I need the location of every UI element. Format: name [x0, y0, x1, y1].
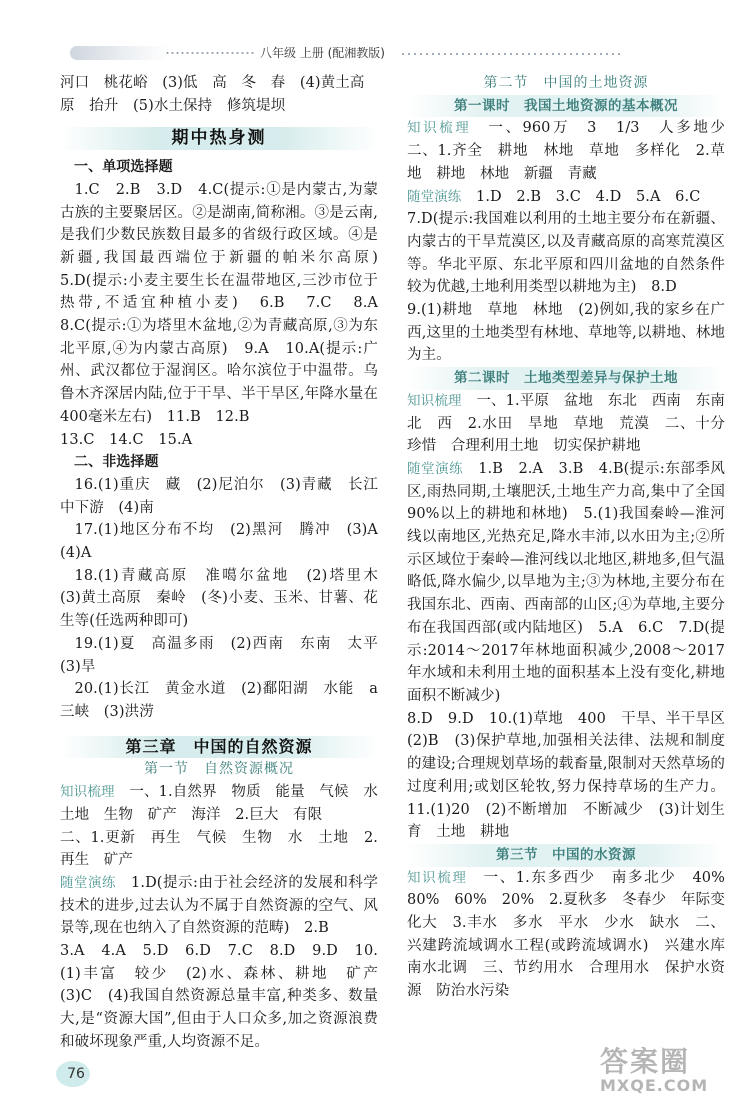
answer-block: 13.C 14.C 15.A — [60, 431, 193, 448]
header-decoration — [70, 46, 170, 60]
answer-block — [407, 186, 725, 209]
answer-block — [407, 867, 740, 1003]
answer-text: 1.D 2.B 3.C 4.D 5.A 6.C — [476, 188, 701, 205]
midterm-title: 期中热身测 — [60, 127, 378, 150]
section-title: 第一节 自然资源概况 — [144, 761, 294, 778]
header-dotted-line-right — [400, 53, 620, 55]
answer-block: 17.(1)地区分布不均 (2)黑河 腾冲 (3)A (4)A — [60, 522, 393, 562]
page-header — [70, 38, 670, 68]
part-heading: 二、非选择题 — [74, 454, 159, 471]
page-number: 76 — [60, 1063, 92, 1085]
practice-label: 随堂演练 — [407, 460, 464, 477]
answer-block: 18.(1)青藏高原 准噶尔盆地 (2)塔里木 (3)黄土高原 秦岭 (冬)小麦、玉米、甘薯、花生等(任选两种即可) — [60, 567, 393, 630]
practice-label: 随堂演练 — [60, 874, 117, 891]
part-heading: 一、单项选择题 — [74, 159, 173, 176]
practice-label: 随堂演练 — [407, 188, 462, 205]
answer-text: 1.B 2.A 3.B 4.B(提示:东部季风区,雨热同期,土壤肥沃,土地生产力高,集中了全国90%以上的耕地和林地) 5.(1)我国秦岭—淮河线以南地区,光热充足,降水丰沛,以水田为主;②所示区域位于秦岭—淮河线以北地区,耕地多,但气温略低,降水偏少,以旱地为主;③为林地,主要分布在我国东北、西南、西南部的山区;④为草地,主要分布在我国西部(或内陆地区) 5.A 6.C 7.D(提示:2014～2017年林地面积减少,2008～2017年水域和未利用土地的面积基本上没有变化,耕地面积不断减少) — [407, 460, 725, 704]
answer-block: 3.A 4.A 5.D 6.D 7.C 8.D 9.D 10.(1)丰富 较少 (2)水、森林、耕地 矿产 (3)C (4)我国自然资源总量丰富,种类多、数量大,是“资源大国”,但由于人口众多,加之资源浪费和破坏现象严重,人均资源不足。 — [60, 943, 393, 1050]
answer-text: 一、960万 3 1/3 人多地少 二、1.齐全 耕地 林地 草地 多样化 2.草地 耕地 林地 新疆 青藏 — [407, 120, 740, 182]
lesson-title: 第一课时 我国土地资源的基本概况 — [407, 95, 725, 118]
header-title: 八年级 上册 (配湘教版) — [260, 46, 385, 60]
answer-block — [60, 781, 393, 826]
watermark-logo — [600, 1040, 740, 1100]
answer-text: 一、1.自然界 物质 能量 气候 水 土地 生物 矿产 海洋 2.巨大 有限 — [60, 784, 393, 823]
answer-block: 19.(1)夏 高温多雨 (2)西南 东南 太平 (3)旱 — [60, 635, 393, 675]
answer-block: 9.(1)耕地 草地 林地 (2)例如,我的家乡在广西,这里的土地类型有林地、草地等,以耕地、林地为主。 — [407, 302, 725, 364]
lesson-title: 第二课时 土地类型差异与保护土地 — [407, 367, 725, 390]
knowledge-label: 知识梳理 — [407, 392, 462, 409]
knowledge-label: 知识梳理 — [60, 784, 115, 801]
knowledge-label: 知识梳理 — [407, 120, 472, 137]
answer-block: 8.D 9.D 10.(1)草地 400 干旱、半干旱区 (2)B (3)保护草地,加强相关法律、法规和制度的建设;合理规划草场的载畜量,限制对天然草场的过度利用;或划区轮牧,努力保持草场的生产力。11.(1)20 (2)不断增加 不断减少 (3)计划生育 土地 耕地 — [407, 710, 740, 841]
answer-line: 原 抬升 (5)水土保持 修筑堤坝 — [60, 97, 286, 114]
answer-text: 1.D(提示:由于社会经济的发展和科学技术的进步,过去认为不属于自然资源的空气、风景等,现在也纳入了自然资源的范畴) 2.B — [60, 874, 378, 937]
answer-block: 7.D(提示:我国难以利用的土地主要分布在新疆、内蒙古的干旱荒漠区,以及青藏高原的高寒荒漠区等。华北平原、东北平原和四川盆地的自然条件较为优越,土地利用类型以耕地为主) 8.D — [407, 211, 725, 296]
answer-block: 1.C 2.B 3.D 4.C(提示:①是内蒙古,为蒙古族的主要聚居区。②是湖南,简称湘。③是云南,是我们少数民族数目最多的省级行政区域。④是新疆,我国最西端位于新疆的帕米尔高原) 5.D(提示:小麦主要生长在温带地区,三沙市位于热带,不适宜种植小麦) 6.B 7.C 8.A 8.C(提示:①为塔里木盆地,②为青藏高原,③为东北平原,④为内蒙古高原) 9.A 10.A(提示:广州、武汉都位于湿润区。哈尔滨位于中温带。乌鲁木齐深居内陆,位于干旱、半干旱区,年降水量在400毫米左右) 11.B 12.B — [60, 181, 393, 425]
answer-text: 一、1.东多西少 南多北少 40% 80% 60% 20% 2.夏秋多 冬春少 年际变化大 3.丰水 多水 平水 少水 缺水 二、兴建跨流域调水工程(或跨流域调水) 兴建水库 南水北调 三、节约用水 合理用水 保护水资源 防治水污染 — [407, 869, 740, 1000]
chapter-title: 第三章 中国的自然资源 — [60, 736, 378, 759]
left-column — [60, 72, 393, 1054]
watermark-text-top: 答案圈 — [600, 1045, 691, 1078]
header-dotted-line-left — [165, 52, 255, 54]
knowledge-label: 知识梳理 — [407, 869, 468, 886]
answer-block: 16.(1)重庆 藏 (2)尼泊尔 (3)青藏 长江中下游 (4)南 — [60, 476, 378, 516]
answer-block — [407, 458, 725, 708]
answer-text: 一、1.平原 盆地 东北 西南 东南 北 西 2.水田 旱地 草地 荒漠 二、十分珍惜 合理利用土地 切实保护耕地 — [407, 392, 740, 455]
answer-block — [407, 390, 740, 458]
answer-block: 二、1.更新 再生 气候 生物 水 土地 2.再生 矿产 — [60, 829, 378, 869]
answer-block — [60, 872, 378, 940]
watermark-text-bottom: MXQE.COM — [600, 1076, 709, 1095]
section-title: 第三节 中国的水资源 — [407, 844, 725, 867]
answer-line: 河口 桃花峪 (3)低 高 冬 春 (4)黄土高 — [60, 75, 365, 91]
section-title: 第二节 中国的土地资源 — [483, 75, 649, 91]
answer-block: 20.(1)长江 黄金水道 (2)鄱阳湖 水能 a 三峡 (3)洪涝 — [60, 681, 378, 720]
answer-block — [407, 117, 740, 185]
right-column — [407, 72, 740, 1003]
